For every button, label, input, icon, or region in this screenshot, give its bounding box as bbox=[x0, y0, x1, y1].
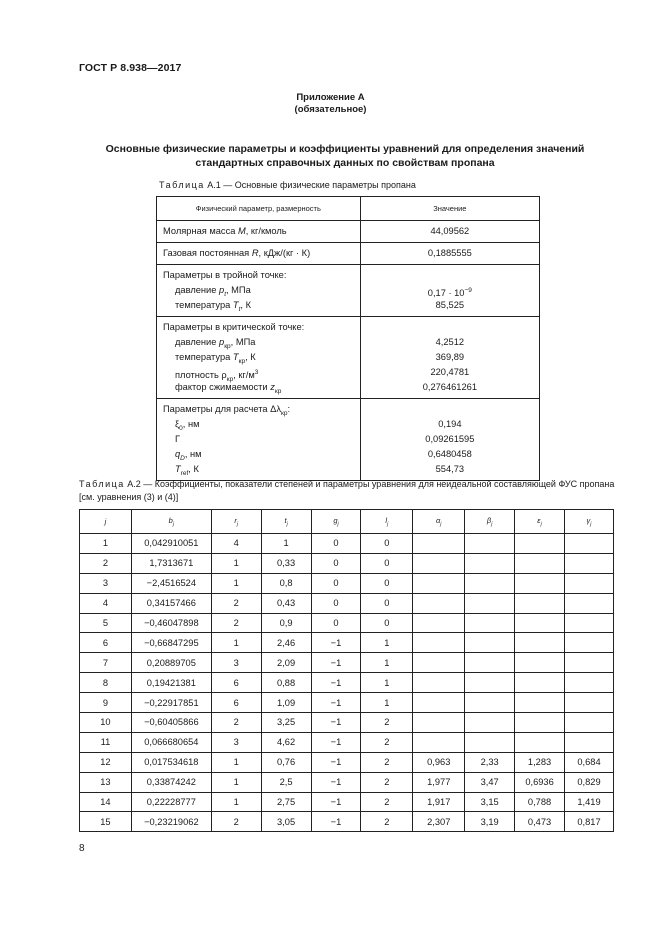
table2-header-symbol: b bbox=[168, 515, 173, 525]
table-cell: 3,19 bbox=[465, 812, 515, 832]
table-cell: 3,47 bbox=[465, 772, 515, 792]
table-cell bbox=[515, 732, 565, 752]
table2-header-subscript: j bbox=[337, 521, 339, 528]
critical-density-subscript: кр bbox=[226, 375, 234, 383]
critical-density-label: плотность ρ bbox=[175, 370, 227, 381]
table-cell: 0 bbox=[311, 593, 361, 613]
table1-caption bbox=[159, 180, 416, 190]
table1-row-gas-constant bbox=[157, 243, 540, 265]
critical-temp-subscript: кр bbox=[238, 357, 246, 365]
table-cell bbox=[413, 573, 465, 593]
table-cell: 15 bbox=[80, 812, 132, 832]
table-cell: 2,75 bbox=[261, 792, 311, 812]
document-code: ГОСТ Р 8.938—2017 bbox=[79, 62, 182, 74]
table-cell bbox=[413, 534, 465, 554]
table-cell: −1 bbox=[311, 772, 361, 792]
critical-pressure-symbol: p bbox=[219, 337, 225, 347]
table-cell bbox=[565, 732, 614, 752]
table-cell: 0,6936 bbox=[515, 772, 565, 792]
table-cell: 14 bbox=[80, 792, 132, 812]
table-cell: −2,4516524 bbox=[131, 573, 211, 593]
table-cell: 0,43 bbox=[261, 593, 311, 613]
table-row bbox=[80, 673, 614, 693]
table-cell bbox=[465, 593, 515, 613]
table-cell bbox=[565, 633, 614, 653]
table1-row-triple-point bbox=[157, 265, 540, 317]
table-cell: 0,684 bbox=[565, 752, 614, 772]
qd-unit: , нм bbox=[184, 449, 202, 459]
table-cell bbox=[465, 673, 515, 693]
table-cell: 1 bbox=[211, 573, 261, 593]
table-cell: 1,283 bbox=[515, 752, 565, 772]
table-cell: 5 bbox=[80, 613, 132, 633]
table-cell: 0,34157466 bbox=[131, 593, 211, 613]
table-cell: 1,977 bbox=[413, 772, 465, 792]
table2-header-symbol: ε bbox=[537, 515, 541, 525]
table-cell bbox=[465, 573, 515, 593]
table-cell bbox=[515, 573, 565, 593]
table1-col-value: Значение bbox=[360, 197, 539, 221]
table-cell bbox=[515, 633, 565, 653]
table-cell: 3 bbox=[80, 573, 132, 593]
xi-subscript: 0 bbox=[179, 424, 183, 432]
table-cell bbox=[413, 633, 465, 653]
table-cell: 2 bbox=[211, 812, 261, 832]
table2-header-subscript: j bbox=[491, 521, 493, 528]
calc-params-heading-subscript: кр bbox=[280, 409, 288, 417]
table2-header-symbol: r bbox=[234, 515, 237, 525]
table1-row-calc-params bbox=[157, 399, 540, 481]
table-cell bbox=[413, 593, 465, 613]
triple-temp-value: 85,525 bbox=[435, 300, 465, 310]
table-cell: 3,25 bbox=[261, 713, 311, 733]
gamma-value: 0,09261595 bbox=[425, 434, 475, 444]
tref-unit: , К bbox=[188, 464, 199, 474]
table-cell: 1 bbox=[361, 673, 413, 693]
table-cell: −0,23219062 bbox=[131, 812, 211, 832]
table-cell: 0,9 bbox=[261, 613, 311, 633]
table-cell: 2 bbox=[361, 713, 413, 733]
table-cell: 0,817 bbox=[565, 812, 614, 832]
table-cell: 3 bbox=[211, 653, 261, 673]
table-cell: 0,19421381 bbox=[131, 673, 211, 693]
table-cell: 3,05 bbox=[261, 812, 311, 832]
table-cell bbox=[413, 673, 465, 693]
table-cell: 0,042910051 bbox=[131, 534, 211, 554]
table-cell: 6 bbox=[211, 693, 261, 713]
triple-temp-subscript: t bbox=[238, 305, 241, 313]
critical-temp-symbol: T bbox=[232, 352, 239, 362]
critical-z-subscript: кр bbox=[274, 387, 282, 395]
triple-point-heading: Параметры в тройной точке: bbox=[163, 270, 287, 280]
table-row bbox=[80, 573, 614, 593]
calc-params-heading-end: : bbox=[287, 404, 291, 414]
table2-header-symbol: γ bbox=[586, 515, 591, 525]
table-cell: 0 bbox=[311, 573, 361, 593]
table-row bbox=[80, 812, 614, 832]
table-cell: 1,7313671 bbox=[131, 553, 211, 573]
critical-temp-label: температура bbox=[175, 352, 231, 362]
xi-value: 0,194 bbox=[438, 419, 462, 429]
table-cell: 12 bbox=[80, 752, 132, 772]
table-row bbox=[80, 534, 614, 554]
critical-z-label: фактор сжимаемости bbox=[175, 382, 268, 392]
table2-header-subscript: j bbox=[387, 521, 389, 528]
table-cell: 1 bbox=[211, 772, 261, 792]
table2-header-subscript: j bbox=[540, 521, 542, 528]
triple-temp-unit: , К bbox=[240, 300, 251, 310]
table-cell: 0,88 bbox=[261, 673, 311, 693]
main-title-line-2: стандартных справочных данных по свойствам пропана bbox=[195, 157, 495, 169]
table-cell bbox=[515, 653, 565, 673]
appendix-title: Приложение А bbox=[296, 92, 365, 103]
table-cell: 1 bbox=[361, 693, 413, 713]
table-cell: 0 bbox=[311, 553, 361, 573]
table-cell: 0 bbox=[361, 593, 413, 613]
table-cell bbox=[413, 653, 465, 673]
table-cell: 2 bbox=[211, 613, 261, 633]
table-cell: 0,22228777 bbox=[131, 792, 211, 812]
table-cell bbox=[465, 653, 515, 673]
table-cell: 0,8 bbox=[261, 573, 311, 593]
table-cell: 2 bbox=[361, 812, 413, 832]
triple-pressure-mantissa: 0,17 · 10 bbox=[427, 288, 465, 299]
table-cell: 0,829 bbox=[565, 772, 614, 792]
table-cell: 0,066680654 bbox=[131, 732, 211, 752]
table-row bbox=[80, 732, 614, 752]
table2-header-cell bbox=[261, 510, 311, 534]
table2-header-cell bbox=[465, 510, 515, 534]
triple-pressure-symbol: p bbox=[219, 285, 225, 295]
critical-density-unit: , кг/м bbox=[233, 370, 255, 381]
tref-symbol: T bbox=[175, 464, 181, 474]
critical-density-exponent: 3 bbox=[254, 369, 259, 376]
critical-pressure-value: 4,2512 bbox=[435, 337, 465, 347]
table2-header-symbol: l bbox=[385, 515, 388, 525]
table-cell: −1 bbox=[311, 653, 361, 673]
table2-header-subscript: j bbox=[440, 521, 442, 528]
table-row bbox=[80, 713, 614, 733]
table-cell: −1 bbox=[311, 633, 361, 653]
triple-pressure-exponent: −9 bbox=[464, 287, 472, 294]
table-cell: −0,46047898 bbox=[131, 613, 211, 633]
table-cell: 0,33 bbox=[261, 553, 311, 573]
table-cell: 10 bbox=[80, 713, 132, 733]
table-cell bbox=[565, 593, 614, 613]
table-cell: 2 bbox=[211, 593, 261, 613]
table-cell: 11 bbox=[80, 732, 132, 752]
table-cell bbox=[465, 534, 515, 554]
table-row bbox=[80, 693, 614, 713]
table-cell: 1 bbox=[361, 633, 413, 653]
table-cell bbox=[515, 593, 565, 613]
critical-pressure-label: давление bbox=[175, 337, 217, 347]
table-cell bbox=[413, 613, 465, 633]
triple-pressure-subscript: t bbox=[224, 290, 226, 298]
qd-value: 0,6480458 bbox=[427, 449, 472, 459]
table2-header-symbol: β bbox=[486, 515, 492, 525]
gas-constant-unit: , кДж/(кг · К) bbox=[258, 248, 311, 258]
table-cell: 4 bbox=[80, 593, 132, 613]
table-cell bbox=[465, 553, 515, 573]
molar-mass-unit: , кг/кмоль bbox=[245, 226, 287, 236]
table-cell bbox=[515, 673, 565, 693]
table-cell bbox=[413, 732, 465, 752]
table-cell: −0,60405866 bbox=[131, 713, 211, 733]
table1-physical-parameters bbox=[156, 196, 540, 481]
table-cell: 2,33 bbox=[465, 752, 515, 772]
qd-subscript: D bbox=[180, 454, 185, 462]
table2-header-symbol: g bbox=[333, 515, 338, 525]
table-cell: 7 bbox=[80, 653, 132, 673]
table-cell bbox=[413, 553, 465, 573]
table-cell: 13 bbox=[80, 772, 132, 792]
table2-header-cell bbox=[361, 510, 413, 534]
table-cell: 2 bbox=[211, 713, 261, 733]
table-cell: 0,20889705 bbox=[131, 653, 211, 673]
table-cell: −0,22917851 bbox=[131, 693, 211, 713]
table-cell: 2,307 bbox=[413, 812, 465, 832]
table-cell: 2 bbox=[361, 772, 413, 792]
table-cell: 8 bbox=[80, 673, 132, 693]
table2-header-subscript: j bbox=[236, 521, 239, 528]
table-cell: 0 bbox=[311, 534, 361, 554]
table-cell: 0,33874242 bbox=[131, 772, 211, 792]
table-cell bbox=[565, 553, 614, 573]
table-cell: −1 bbox=[311, 792, 361, 812]
table-cell: 0,788 bbox=[515, 792, 565, 812]
table-cell: 1,419 bbox=[565, 792, 614, 812]
table-cell bbox=[515, 613, 565, 633]
table2-header-cell bbox=[80, 510, 132, 534]
critical-pressure-subscript: кр bbox=[224, 342, 231, 350]
table1-caption-label: Таблица bbox=[159, 180, 205, 190]
main-title bbox=[60, 142, 630, 170]
triple-pressure-unit: , МПа bbox=[226, 285, 251, 295]
table2-header-symbol: t bbox=[284, 515, 287, 525]
table1-header-row bbox=[157, 197, 540, 221]
table-cell: 3,15 bbox=[465, 792, 515, 812]
table-cell: −1 bbox=[311, 673, 361, 693]
table-cell: 1 bbox=[211, 792, 261, 812]
calc-params-heading: Параметры для расчета Δλ bbox=[163, 404, 281, 414]
table-cell bbox=[465, 713, 515, 733]
table-cell: 4,62 bbox=[261, 732, 311, 752]
table2-header-subscript: j bbox=[590, 521, 592, 528]
tref-subscript: ref bbox=[180, 469, 189, 477]
tref-value: 554,73 bbox=[435, 464, 465, 474]
table1-col-param: Физический параметр, размерность bbox=[157, 197, 361, 221]
critical-temp-value: 369,89 bbox=[435, 352, 465, 362]
table-cell: 1 bbox=[361, 653, 413, 673]
critical-pressure-unit: , МПа bbox=[230, 337, 256, 347]
table-cell bbox=[565, 653, 614, 673]
table-cell: 0 bbox=[361, 613, 413, 633]
page-number: 8 bbox=[79, 843, 85, 854]
table2-caption-label: Таблица bbox=[79, 479, 125, 489]
table-cell bbox=[565, 673, 614, 693]
table-cell bbox=[565, 713, 614, 733]
critical-point-heading: Параметры в критической точке: bbox=[163, 322, 305, 332]
table-cell bbox=[465, 732, 515, 752]
table1-caption-text: А.1 — Основные физические параметры пропана bbox=[204, 180, 416, 190]
triple-temp-symbol: T bbox=[232, 300, 239, 310]
table2-header-subscript: j bbox=[286, 521, 288, 528]
table-cell bbox=[515, 713, 565, 733]
table-cell: 2 bbox=[361, 752, 413, 772]
table-cell: −0,66847295 bbox=[131, 633, 211, 653]
appendix-subtitle: (обязательное) bbox=[294, 104, 367, 115]
critical-z-value: 0,276461261 bbox=[422, 382, 477, 392]
table2-header-row bbox=[80, 510, 614, 534]
table-cell: 1,917 bbox=[413, 792, 465, 812]
table-cell: −1 bbox=[311, 752, 361, 772]
table-cell: 0 bbox=[311, 613, 361, 633]
xi-unit: , нм bbox=[182, 419, 200, 429]
table-row bbox=[80, 593, 614, 613]
gas-constant-label: Газовая постоянная bbox=[163, 248, 250, 258]
gas-constant-symbol: R bbox=[251, 248, 259, 258]
table-cell bbox=[413, 693, 465, 713]
table2-header-cell bbox=[565, 510, 614, 534]
table2-header-symbol: j bbox=[104, 517, 107, 526]
table-row bbox=[80, 553, 614, 573]
table2-header-cell bbox=[311, 510, 361, 534]
table-cell: 0,473 bbox=[515, 812, 565, 832]
table2-header-cell bbox=[131, 510, 211, 534]
triple-pressure-label: давление bbox=[175, 285, 217, 295]
xi-label: ξ bbox=[175, 419, 180, 429]
gas-constant-value: 0,1885555 bbox=[427, 248, 472, 258]
table2-header-subscript: j bbox=[172, 521, 174, 528]
table-cell: 2,46 bbox=[261, 633, 311, 653]
table-cell: 1 bbox=[261, 534, 311, 554]
table-cell: 2,09 bbox=[261, 653, 311, 673]
table-row bbox=[80, 792, 614, 812]
table1-row-critical-point bbox=[157, 317, 540, 399]
table2-caption bbox=[79, 478, 619, 504]
table-cell: −1 bbox=[311, 812, 361, 832]
table-cell: 1 bbox=[80, 534, 132, 554]
table-cell: 2 bbox=[361, 792, 413, 812]
table2-caption-text: А.2 — Коэффициенты, показатели степеней и параметры уравнения для неидеальной составляющей ФУС пропана [см. уравнения (3) и (4)] bbox=[79, 479, 615, 502]
table2-header-cell bbox=[211, 510, 261, 534]
table-cell: 9 bbox=[80, 693, 132, 713]
table-cell: 2 bbox=[361, 732, 413, 752]
table2-header-symbol: α bbox=[436, 515, 441, 525]
table1-row-molar-mass bbox=[157, 221, 540, 243]
table2-header-cell bbox=[515, 510, 565, 534]
qd-symbol: q bbox=[175, 449, 181, 459]
table-cell: 1,09 bbox=[261, 693, 311, 713]
table-cell: 4 bbox=[211, 534, 261, 554]
table-cell: 1 bbox=[211, 553, 261, 573]
table-cell bbox=[515, 693, 565, 713]
table-cell bbox=[565, 613, 614, 633]
table-cell: 1 bbox=[211, 752, 261, 772]
molar-mass-label: Молярная масса bbox=[163, 226, 236, 236]
critical-z-symbol: z bbox=[270, 382, 275, 392]
table-cell bbox=[565, 693, 614, 713]
table-cell: 1 bbox=[211, 633, 261, 653]
table2-header-cell bbox=[413, 510, 465, 534]
gamma-label: Г bbox=[175, 434, 181, 444]
table-cell bbox=[515, 534, 565, 554]
table-cell bbox=[515, 553, 565, 573]
critical-temp-unit: , К bbox=[245, 352, 256, 362]
table-cell bbox=[465, 693, 515, 713]
table-cell: 3 bbox=[211, 732, 261, 752]
table-cell bbox=[465, 613, 515, 633]
table-cell: 2 bbox=[80, 553, 132, 573]
table2-coefficients bbox=[79, 509, 614, 832]
table-cell: −1 bbox=[311, 693, 361, 713]
table-cell: 0,017534618 bbox=[131, 752, 211, 772]
table-cell: 0 bbox=[361, 553, 413, 573]
table-cell: 0 bbox=[361, 534, 413, 554]
critical-density-value: 220,4781 bbox=[430, 367, 470, 377]
table-row bbox=[80, 772, 614, 792]
table-cell: 6 bbox=[211, 673, 261, 693]
table-cell bbox=[465, 633, 515, 653]
table-cell: 0,76 bbox=[261, 752, 311, 772]
table-cell: 0,963 bbox=[413, 752, 465, 772]
table-row bbox=[80, 613, 614, 633]
molar-mass-symbol: M bbox=[238, 226, 246, 236]
table-cell: 2,5 bbox=[261, 772, 311, 792]
table-row bbox=[80, 653, 614, 673]
table-cell bbox=[565, 534, 614, 554]
table-row bbox=[80, 752, 614, 772]
table-cell: 6 bbox=[80, 633, 132, 653]
table-cell: −1 bbox=[311, 713, 361, 733]
table-row bbox=[80, 633, 614, 653]
table-cell bbox=[413, 713, 465, 733]
triple-temp-label: температура bbox=[175, 300, 231, 310]
table-cell: 0 bbox=[361, 573, 413, 593]
main-title-line-1: Основные физические параметры и коэффициенты уравнений для определения значений bbox=[105, 143, 585, 155]
table-cell: −1 bbox=[311, 732, 361, 752]
table-cell bbox=[565, 573, 614, 593]
molar-mass-value: 44,09562 bbox=[430, 226, 470, 236]
